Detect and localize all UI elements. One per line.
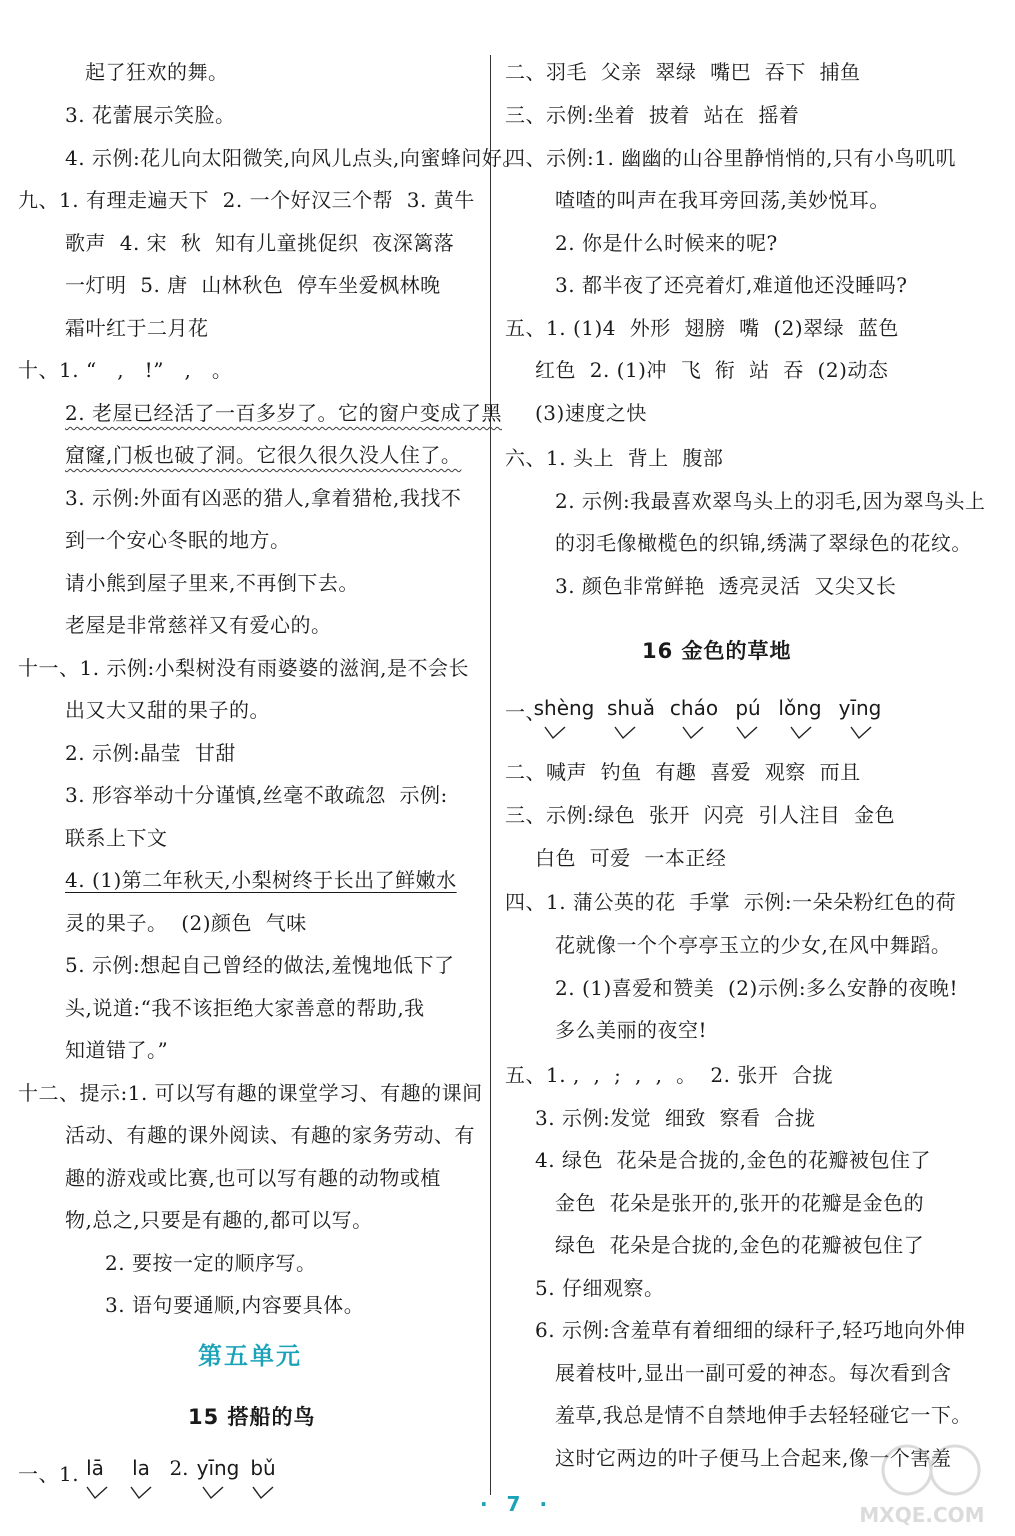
answer-line: 多么美丽的夜空! — [555, 1018, 708, 1042]
answer-line: 联系上下文 — [65, 826, 168, 850]
answer-line: 物,总之,只要是有趣的,都可以写。 — [65, 1208, 373, 1232]
answer-line: 五、1. (1)4 外形 翅膀 嘴 (2)翠绿 蓝色 — [505, 316, 899, 340]
check-mark-icon — [86, 1486, 108, 1500]
pinyin: yīng — [838, 696, 882, 720]
answer-line: 3. 示例:外面有凶恶的猎人,拿着猎枪,我找不 — [65, 486, 462, 510]
check-mark-icon — [544, 726, 566, 740]
answer-line: 3. 颜色非常鲜艳 透亮灵活 又尖又长 — [555, 574, 897, 598]
answer-line: 羞草,我总是情不自禁地伸手去轻轻碰它一下。 — [555, 1403, 972, 1427]
pinyin: lā — [86, 1456, 104, 1480]
answer-line: 二、喊声 钓鱼 有趣 喜爱 观察 而且 — [505, 760, 861, 784]
answer-line: 6. 示例:含羞草有着细细的绿秆子,轻巧地向外伸 — [535, 1318, 966, 1342]
answer-line: 5. 示例:想起自己曾经的做法,羞愧地低下了 — [65, 953, 455, 977]
pinyin: lǒng — [778, 696, 822, 720]
pinyin-row — [500, 696, 1015, 746]
answer-line: 起了狂欢的舞。 — [85, 60, 229, 84]
answer-line: 出又大又甜的果子的。 — [65, 698, 270, 722]
answer-line: 四、示例:1. 幽幽的山谷里静悄悄的,只有小鸟叽叽 — [505, 146, 957, 170]
answer-line: 5. 仔细观察。 — [535, 1276, 665, 1300]
watermark-logo-icon — [837, 1440, 1007, 1530]
pinyin-row — [0, 1456, 490, 1506]
check-mark-icon — [614, 726, 636, 740]
answer-line-wavy: 2. 老屋已经活了一百多岁了。它的窗户变成了黑 — [65, 401, 502, 425]
answer-line: 3. 花蕾展示笑脸。 — [65, 103, 236, 127]
answer-line: 灵的果子。 (2)颜色 气味 — [65, 911, 307, 935]
answer-line: 六、1. 头上 背上 腹部 — [505, 446, 724, 470]
pinyin: bǔ — [250, 1456, 276, 1480]
answer-line: 喳喳的叫声在我耳旁回荡,美妙悦耳。 — [555, 188, 890, 212]
answer-line: 头,说道:“我不该拒绝大家善意的帮助,我 — [65, 996, 425, 1020]
check-mark-icon — [252, 1486, 274, 1500]
question-prefix: 一、 — [505, 700, 546, 724]
check-mark-icon — [682, 726, 704, 740]
answer-line: 十一、1. 示例:小梨树没有雨婆婆的滋润,是不会长 — [18, 656, 470, 680]
unit-title: 第五单元 — [198, 1342, 302, 1370]
check-mark-icon — [790, 726, 812, 740]
answer-line-underlined: 4. (1)第二年秋天,小梨树终于长出了鲜嫩水 — [65, 868, 457, 892]
answer-line: 四、1. 蒲公英的花 手掌 示例:一朵朵粉红色的荷 — [505, 890, 957, 914]
question-prefix: 一、1. — [18, 1462, 80, 1486]
answer-line: 红色 2. (1)冲 飞 衔 站 吞 (2)动态 — [535, 358, 889, 382]
answer-line: 老屋是非常慈祥又有爱心的。 — [65, 613, 332, 637]
answer-line: 2. 要按一定的顺序写。 — [105, 1251, 317, 1275]
question-number: 2. — [169, 1456, 189, 1480]
answer-line: 白色 可爱 一本正经 — [535, 846, 727, 870]
lesson-title: 16 金色的草地 — [642, 639, 792, 663]
answer-line: 趣的游戏或比赛,也可以写有趣的动物或植 — [65, 1166, 441, 1190]
check-mark-icon — [202, 1486, 224, 1500]
answer-line: 2. 你是什么时候来的呢? — [555, 231, 778, 255]
pinyin: shuǎ — [606, 696, 656, 720]
answer-line: 一灯明 5. 唐 山林秋色 停车坐爱枫林晚 — [65, 273, 441, 297]
answer-line: 3. 语句要通顺,内容要具体。 — [105, 1293, 365, 1317]
answer-line: 到一个安心冬眠的地方。 — [65, 528, 291, 552]
answer-line: 三、示例:坐着 披着 站在 摇着 — [505, 103, 800, 127]
answer-line: 这时它两边的叶子便马上合起来,像一个害羞 — [555, 1446, 952, 1470]
pinyin: shèng — [533, 696, 595, 720]
answer-line: 金色 花朵是张开的,张开的花瓣是金色的 — [555, 1191, 925, 1215]
check-mark-icon — [736, 726, 758, 740]
lesson-title: 15 搭船的鸟 — [188, 1405, 316, 1429]
answer-line: 2. 示例:我最喜欢翠鸟头上的羽毛,因为翠鸟头上 — [555, 489, 986, 513]
answer-line: 霜叶红于二月花 — [65, 316, 209, 340]
answer-line: 花就像一个个亭亭玉立的少女,在风中舞蹈。 — [555, 933, 952, 957]
answer-line: 4. 绿色 花朵是合拢的,金色的花瓣被包住了 — [535, 1148, 932, 1172]
answer-line: 活动、有趣的课外阅读、有趣的家务劳动、有 — [65, 1123, 475, 1147]
answer-line: 展着枝叶,显出一副可爱的神态。每次看到含 — [555, 1361, 952, 1385]
check-mark-icon — [850, 726, 872, 740]
answer-line: 3. 都半夜了还亮着灯,难道他还没睡吗? — [555, 273, 908, 297]
check-mark-icon — [130, 1486, 152, 1500]
page-number: · 7 · — [480, 1492, 554, 1516]
watermark-text: MXQE.COM — [859, 1503, 985, 1527]
column-divider — [490, 55, 491, 1495]
answer-line: 五、1. , , ; , , 。 2. 张开 合拢 — [505, 1063, 834, 1087]
answer-line: 二、羽毛 父亲 翠绿 嘴巴 吞下 捕鱼 — [505, 60, 861, 84]
answer-line: 三、示例:绿色 张开 闪亮 引人注目 金色 — [505, 803, 896, 827]
answer-line: (3)速度之快 — [535, 401, 647, 425]
answer-line: 请小熊到屋子里来,不再倒下去。 — [65, 571, 359, 595]
answer-line-wavy: 窟窿,门板也破了洞。它很久很久没人住了。 — [65, 443, 462, 467]
answer-line: 绿色 花朵是合拢的,金色的花瓣被包住了 — [555, 1233, 925, 1257]
answer-line: 歌声 4. 宋 秋 知有儿童挑促织 夜深篱落 — [65, 231, 455, 255]
answer-line: 2. 示例:晶莹 甘甜 — [65, 741, 236, 765]
answer-line: 的羽毛像橄榄色的织锦,绣满了翠绿色的花纹。 — [555, 531, 972, 555]
pinyin: pú — [735, 696, 761, 720]
answer-line: 九、1. 有理走遍天下 2. 一个好汉三个帮 3. 黄牛 — [18, 188, 475, 212]
answer-line: 十二、提示:1. 可以写有趣的课堂学习、有趣的课间 — [18, 1081, 483, 1105]
pinyin: la — [132, 1456, 150, 1480]
answer-line: 十、1. “ , !” , 。 — [18, 358, 233, 382]
answer-line: 3. 形容举动十分谨慎,丝毫不敢疏忽 示例: — [65, 783, 448, 807]
answer-line: 知道错了。” — [65, 1038, 169, 1062]
answer-line: 4. 示例:花儿向太阳微笑,向风儿点头,向蜜蜂问好。 — [65, 146, 523, 170]
pinyin: yīng — [196, 1456, 240, 1480]
pinyin: cháo — [669, 696, 719, 720]
answer-line: 3. 示例:发觉 细致 察看 合拢 — [535, 1106, 816, 1130]
answer-line: 2. (1)喜爱和赞美 (2)示例:多么安静的夜晚! — [555, 976, 959, 1000]
